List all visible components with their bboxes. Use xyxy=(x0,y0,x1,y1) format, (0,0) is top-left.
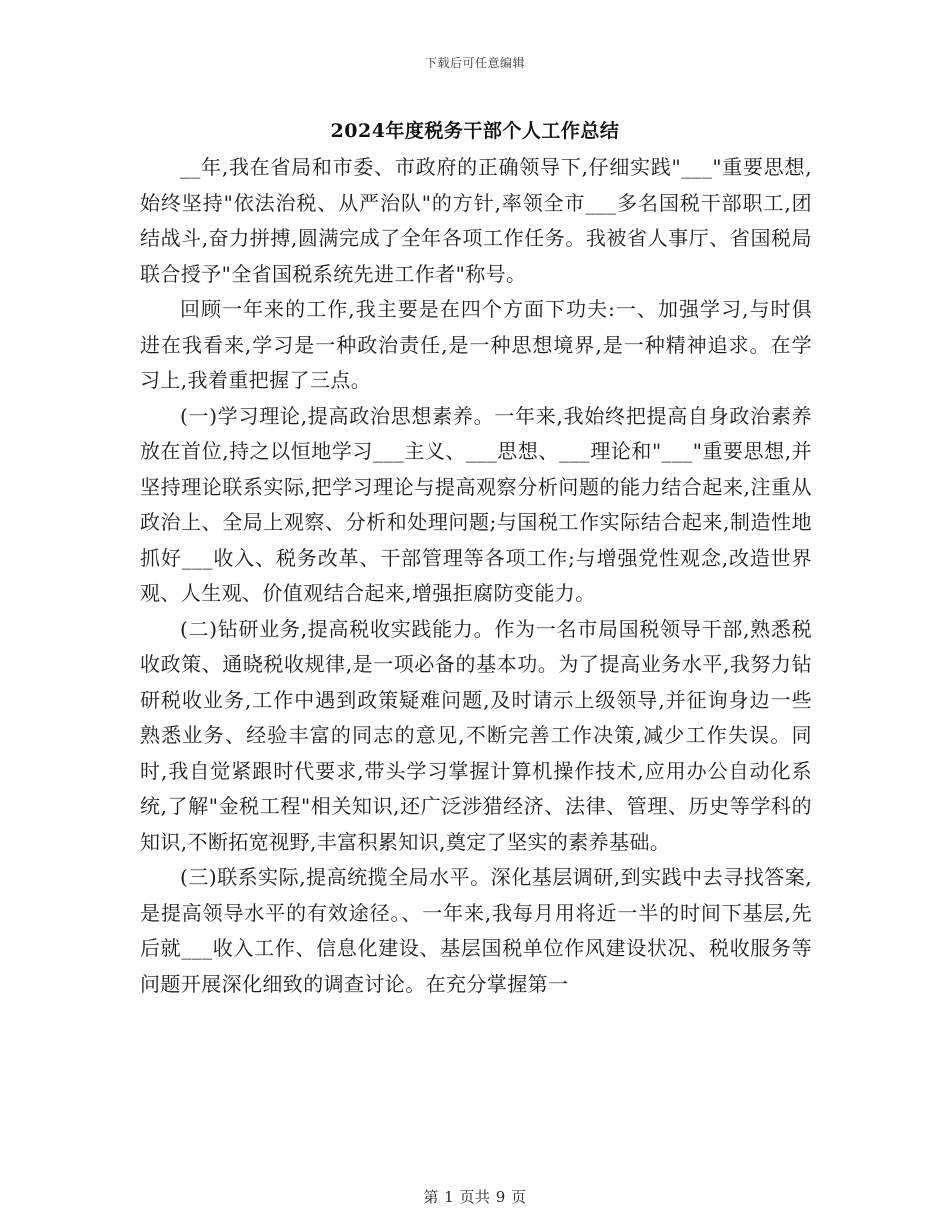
document-body xyxy=(140,150,812,1002)
document-title: 2024年度税务干部个人工作总结 xyxy=(330,120,620,142)
paragraph-intro: __年,我在省局和市委、市政府的正确领导下,仔细实践"___"重要思想,始终坚持"依法治税、从严治队"的方针,率领全市___多名国税干部职工,团结战斗,奋力拼搏,圆满完成了全年各项工作任务。我被省人事厅、省国税局联合授予"全省国税系统先进工作者"称号。 xyxy=(140,155,812,286)
paragraph-section-1: (一)学习理论,提高政治思想素养。一年来,我始终把提高自身政治素养放在首位,持之以恒地学习___主义、___思想、___理论和"___"重要思想,并坚持理论联系实际,把学习理论与提高观察分析问题的能力结合起来,注重从政治上、全局上观察、分析和处理问题;与国税工作实际结合起来,制造性地抓好___收入、税务改革、干部管理等各项工作;与增强党性观念,改造世界观、人生观、价值观结合起来,增强拒腐防变能力。 xyxy=(140,403,812,605)
paragraph-section-2: (二)钻研业务,提高税收实践能力。作为一名市局国税领导干部,熟悉税收政策、通晓税收规律,是一项必备的基本功。为了提高业务水平,我努力钻研税收业务,工作中遇到政策疑难问题,及时请示上级领导,并征询身边一些熟悉业务、经验丰富的同志的意见,不断完善工作决策,减少工作失误。同时,我自觉紧跟时代要求,带头学习掌握计算机操作技术,应用办公自动化系统,了解"金税工程"相关知识,还广泛涉猎经济、法律、管理、历史等学科的知识,不断拓宽视野,丰富积累知识,奠定了坚实的素养基础。 xyxy=(140,616,812,854)
header-note: 下载后可任意编辑 xyxy=(424,56,525,70)
paragraph-review: 回顾一年来的工作,我主要是在四个方面下功夫:一、加强学习,与时俱进在我看来,学习是一种政治责任,是一种思想境界,是一种精神追求。在学习上,我着重把握了三点。 xyxy=(140,297,812,392)
page-number: 第 1 页共 9 页 xyxy=(423,1188,527,1206)
paragraph-section-3: (三)联系实际,提高统揽全局水平。深化基层调研,到实践中去寻找答案,是提高领导水平的有效途径。、一年来,我每月用将近一半的时间下基层,先后就___收入工作、信息化建设、基层国税单位作风建设状况、税收服务等问题开展深化细致的调查讨论。在充分掌握第一 xyxy=(140,865,812,996)
